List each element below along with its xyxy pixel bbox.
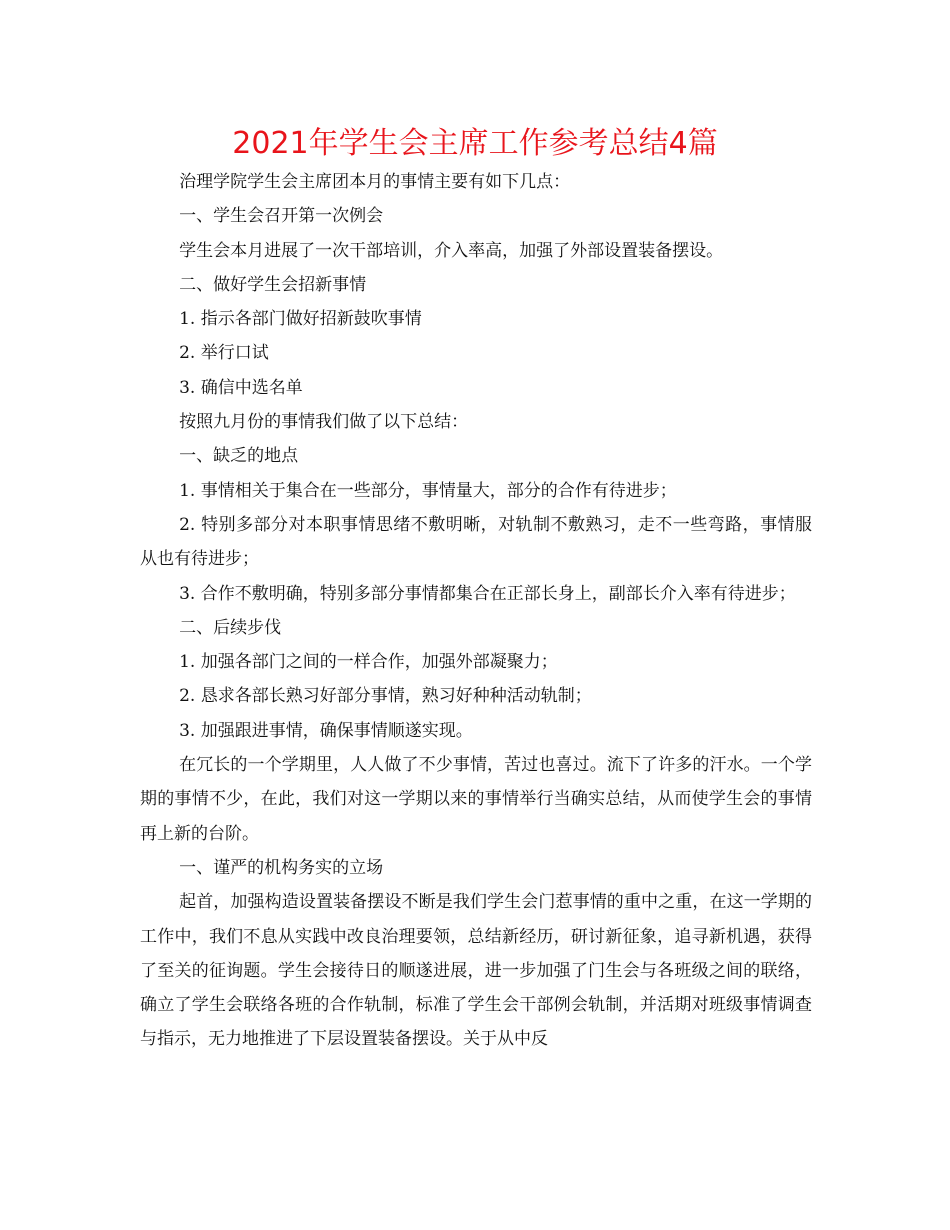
- paragraph: 学生会本月进展了一次干部培训，介入率高，加强了外部设置装备摆设。: [179, 240, 724, 261]
- document-title: 2021年学生会主席工作参考总结4篇: [232, 126, 718, 161]
- list-item: 1. 事情相关于集合在一些部分，事情量大，部分的合作有待进步；: [179, 480, 677, 501]
- document-body: [140, 165, 812, 1057]
- list-item: 2. 特别多部分对本职事情思绪不敷明晰，对轨制不敷熟习，走不一些弯路，事情服从也有待进步；: [140, 514, 812, 570]
- list-item: 2. 举行口试: [179, 343, 269, 364]
- list-item: 3. 确信中选名单: [179, 377, 303, 398]
- list-item: 1. 加强各部门之间的一样合作，加强外部凝聚力；: [179, 652, 558, 673]
- paragraph: 治理学院学生会主席团本月的事情主要有如下几点：: [179, 172, 571, 192]
- section-heading: 二、后续步伐: [179, 617, 282, 638]
- list-item: 3. 加强跟进事情，确保事情顺遂实现。: [179, 720, 473, 741]
- paragraph: 在冗长的一个学期里，人人做了不少事情，苦过也喜过。流下了许多的汗水。一个学期的事情不少，在此，我们对这一学期以来的事情举行当确实总结，从而使学生会的事情再上新的台阶。: [140, 755, 812, 844]
- section-heading: 一、学生会召开第一次例会: [179, 206, 384, 227]
- list-item: 1. 指示各部门做好招新鼓吹事情: [179, 309, 422, 330]
- section-heading: 一、谨严的机构务实的立场: [179, 857, 384, 878]
- section-heading: 一、缺乏的地点: [179, 446, 299, 467]
- list-item: 2. 恳求各部长熟习好部分事情，熟习好种种活动轨制；: [179, 686, 592, 707]
- section-heading: 二、做好学生会招新事情: [179, 274, 367, 295]
- list-item: 3. 合作不敷明确，特别多部分事情都集合在正部长身上，副部长介入率有待进步；: [179, 583, 796, 604]
- paragraph: 按照九月份的事情我们做了以下总结：: [179, 412, 469, 433]
- paragraph: 起首，加强构造设置装备摆设不断是我们学生会门惹事情的重中之重，在这一学期的工作中，我们不息从实践中改良治理要领，总结新经历，研讨新征象，追寻新机遇，获得了至关的征询题。学生会接待日的顺遂进展，进一步加强了门生会与各班级之间的联络，确立了学生会联络各班的合作轨制，标准了学生会干部例会轨制，并活期对班级事情调查与指示，无力地推进了下层设置装备摆设。关于从中反: [140, 892, 812, 1050]
